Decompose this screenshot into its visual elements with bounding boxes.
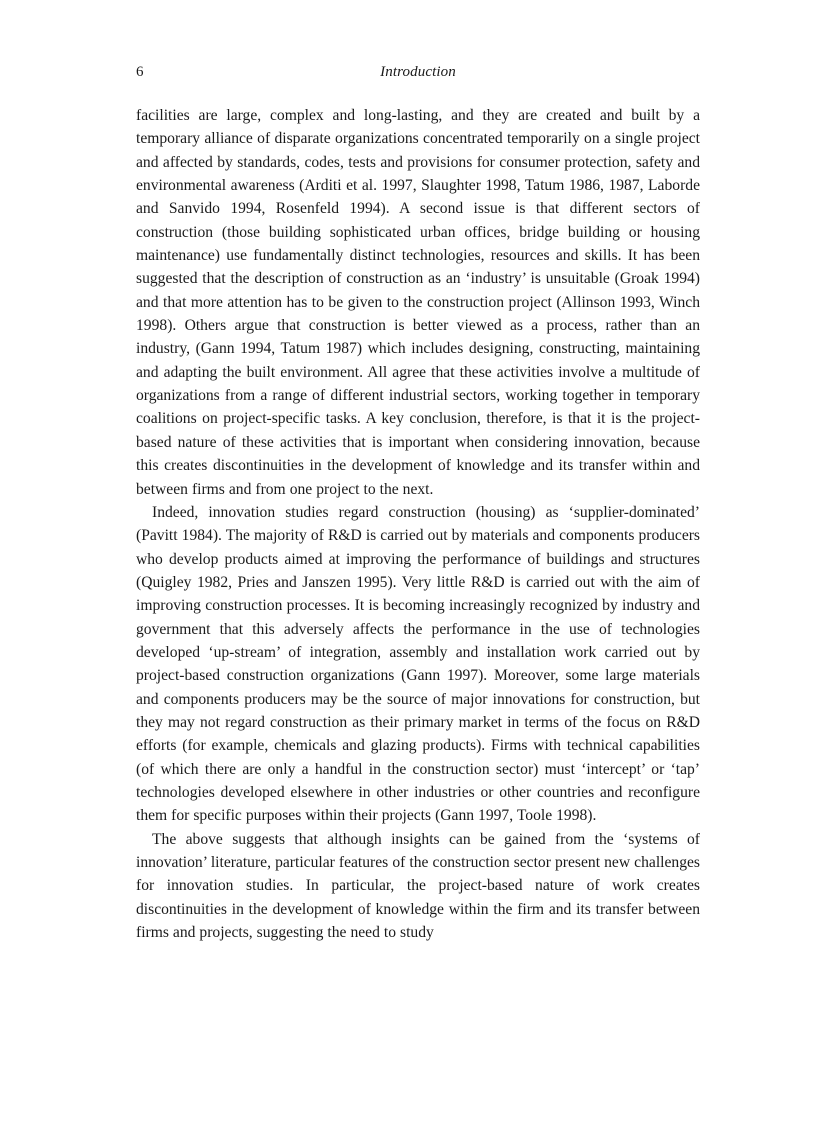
paragraph: The above suggests that although insights can be gained from the ‘systems of innovation’ literature, particular features of the construction sector present new challenges for innovation studies. In particular, the project-based nature of work creates discontinuities in the development of knowledge within the firm and its transfer between firms and projects, suggesting the need to study — [136, 830, 700, 942]
running-head — [136, 62, 700, 82]
page-number: 6 — [136, 64, 144, 80]
paragraph: Indeed, innovation studies regard construction (housing) as ‘supplier-dominated’ (Pavitt 1984). The majority of R&D is carried out by materials and components producers who develop products aimed at improving the performance of buildings and structures (Quigley 1982, Pries and Janszen 1995). Very little R&D is carried out with the aim of improving construction processes. It is becoming increasingly recognized by industry and government that this adversely affects the performance in the use of technologies developed ‘up-stream’ of integration, assembly and installation work carried out by project-based construction organizations (Gann 1997). Moreover, some large materials and components producers may be the source of major innovations for construction, but they may not regard construction as their primary market in terms of the focus on R&D efforts (for example, chemicals and glazing products). Firms with technical capabilities (of which there are only a handful in the construction sector) must ‘intercept’ or ‘tap’ technologies developed elsewhere in other industries or other countries and reconfigure them for specific purposes within their projects (Gann 1997, Toole 1998). — [136, 503, 700, 825]
body-text-block — [136, 104, 700, 944]
paragraph: facilities are large, complex and long-lasting, and they are created and built by a temporary alliance of disparate organizations concentrated temporarily on a single project and affected by standards, codes, tests and provisions for consumer protection, safety and environmental awareness (Arditi et al. 1997, Slaughter 1998, Tatum 1986, 1987, Laborde and Sanvido 1994, Rosenfeld 1994). A second issue is that different sectors of construction (those building sophisticated urban offices, bridge building or housing maintenance) use fundamentally distinct technologies, resources and skills. It has been suggested that the description of construction as an ‘industry’ is unsuitable (Groak 1994) and that more attention has to be given to the construction project (Allinson 1993, Winch 1998). Others argue that construction is better viewed as a process, rather than an industry, (Gann 1994, Tatum 1987) which includes designing, constructing, maintaining and adapting the built environment. All agree that these activities involve a multitude of organizations from a range of different industrial sectors, working together in temporary coalitions on project-specific tasks. A key conclusion, therefore, is that it is the project-based nature of these activities that is important when considering innovation, because this creates discontinuities in the development of knowledge and its transfer within and between firms and from one project to the next. — [136, 107, 700, 498]
running-title: Introduction — [380, 64, 456, 80]
